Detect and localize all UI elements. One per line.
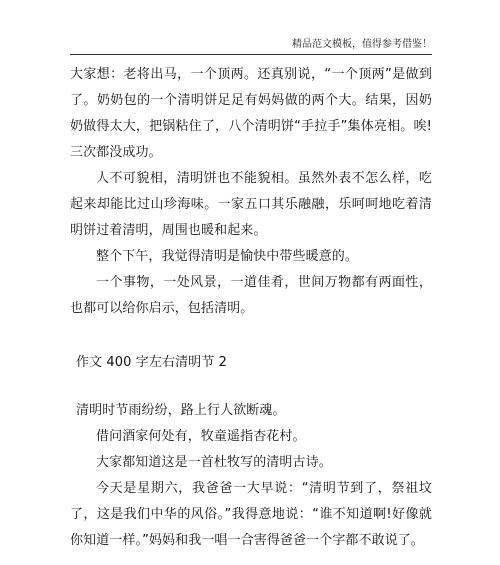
- paragraph: 借问酒家何处有，牧童遥指杏花村。: [96, 429, 306, 444]
- paragraph: 大家想：老将出马，一个顶两。还真别说，“一个顶两”是做到了。奶奶包的一个清明饼足足有妈妈做的两个大。结果，因奶奶做得太大，把锅粘住了，八个清明饼“手拉手”集体亮相。唉!三次都没成功。: [70, 67, 432, 160]
- header-text: 精品范文模板，值得参考借鉴！: [292, 39, 432, 50]
- paragraph: 今天是星期六，我爸爸一大早说：“清明节到了，祭祖坟了，这是我们中华的风俗。”我得意地说：“谁不知道啊!好像就你知道一样。”妈妈和我一唱一合害得爸爸一个字都不敢说了。: [70, 481, 432, 548]
- paragraph: 清明时节雨纷纷，路上行人欲断魂。: [76, 403, 286, 418]
- paragraph: 大家都知道这是一首杜牧写的清明古诗。: [96, 455, 332, 470]
- paragraph: 人不可貌相，清明饼也不能貌相。虽然外表不怎么样，吃起来却能比过山珍海味。一家五口其乐融融，乐呵呵地吃着清明饼过着清明，周围也暖和起来。: [70, 171, 432, 238]
- paragraph: 整个下午，我觉得清明是愉快中带些暖意的。: [96, 249, 359, 264]
- paragraph: 一个事物，一处风景，一道佳肴，世间万物都有两面性，也都可以给你启示，包括清明。: [70, 275, 432, 316]
- section-heading: 作文 400 字左右清明节 2: [76, 355, 227, 370]
- document-body: [70, 62, 432, 554]
- page-header: [70, 36, 432, 55]
